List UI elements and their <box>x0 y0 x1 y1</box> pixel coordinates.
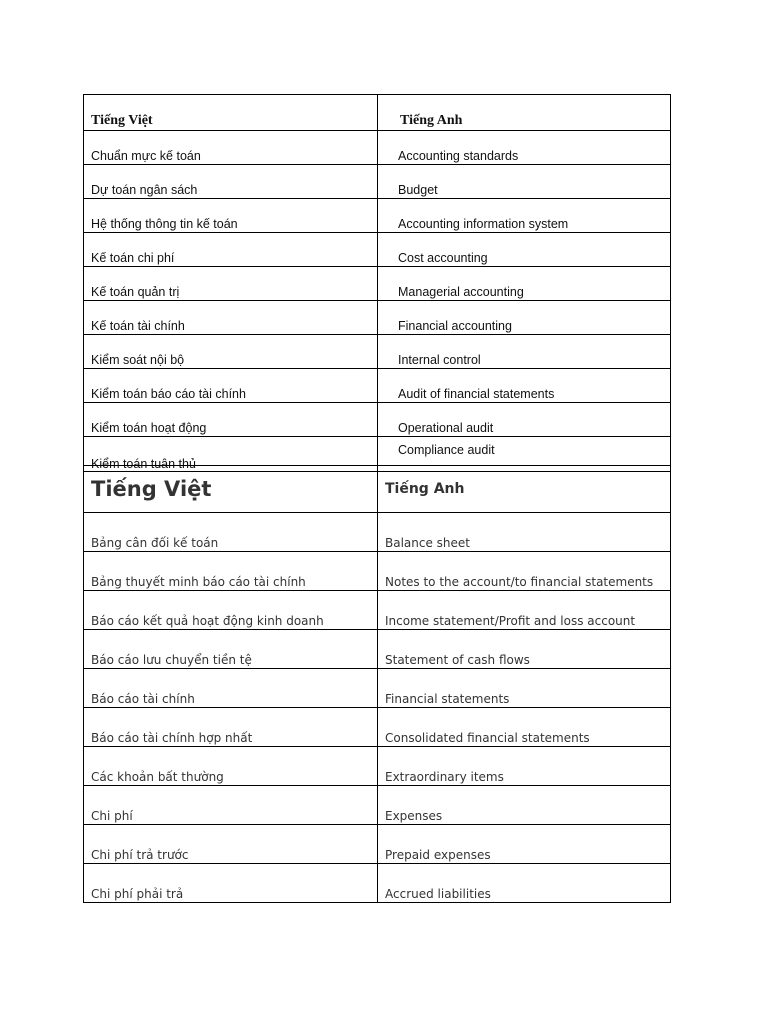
term-vietnamese: Kế toán chi phí <box>91 251 175 265</box>
term-vietnamese: Báo cáo tài chính hợp nhất <box>84 708 378 747</box>
term-vietnamese: Kiểm soát nội bộ <box>91 353 185 367</box>
term-vietnamese: Báo cáo lưu chuyển tiền tệ <box>84 630 378 669</box>
table-row <box>84 825 671 864</box>
table-row <box>84 669 671 708</box>
term-english: Accounting standards <box>398 149 519 163</box>
glossary-table-2 <box>83 465 671 903</box>
table-row <box>84 403 671 437</box>
table-row <box>84 233 671 267</box>
term-english: Prepaid expenses <box>378 825 671 864</box>
table-row <box>84 786 671 825</box>
table-header-row <box>84 95 671 131</box>
term-vietnamese: Dự toán ngân sách <box>91 183 198 197</box>
table-row <box>84 267 671 301</box>
term-english: Consolidated financial statements <box>378 708 671 747</box>
table-row <box>84 630 671 669</box>
table-row <box>84 708 671 747</box>
term-vietnamese: Chi phí trả trước <box>84 825 378 864</box>
table-row <box>84 591 671 630</box>
term-english: Accounting information system <box>398 217 569 231</box>
header-vietnamese: Tiếng Việt <box>84 95 378 131</box>
term-vietnamese: Kiểm toán báo cáo tài chính <box>91 387 246 401</box>
term-english: Expenses <box>378 786 671 825</box>
term-english: Statement of cash flows <box>378 630 671 669</box>
table-row <box>84 165 671 199</box>
header-vietnamese: Tiếng Việt <box>84 466 378 513</box>
term-english: Notes to the account/to financial statements <box>378 552 671 591</box>
table-row <box>84 335 671 369</box>
term-vietnamese: Kế toán tài chính <box>91 319 185 333</box>
term-vietnamese: Kiểm toán tuân thủ <box>91 457 196 471</box>
term-english: Budget <box>398 183 438 197</box>
header-english: Tiếng Anh <box>378 95 671 131</box>
term-english: Accrued liabilities <box>378 864 671 903</box>
term-vietnamese: Các khoản bất thường <box>84 747 378 786</box>
term-vietnamese: Báo cáo kết quả hoạt động kinh doanh <box>84 591 378 630</box>
term-english: Cost accounting <box>398 251 488 265</box>
term-english: Audit of financial statements <box>398 387 555 401</box>
term-english: Balance sheet <box>378 513 671 552</box>
term-vietnamese: Hệ thống thông tin kế toán <box>91 217 238 231</box>
term-vietnamese: Chi phí <box>84 786 378 825</box>
term-vietnamese: Bảng cân đối kế toán <box>84 513 378 552</box>
table-row <box>84 552 671 591</box>
term-vietnamese: Kế toán quản trị <box>91 285 180 299</box>
table-row <box>84 513 671 552</box>
header-english: Tiếng Anh <box>378 466 671 513</box>
term-english: Extraordinary items <box>378 747 671 786</box>
table-row <box>84 864 671 903</box>
term-vietnamese: Chi phí phải trả <box>84 864 378 903</box>
table-header-row <box>84 466 671 513</box>
term-english: Income statement/Profit and loss account <box>378 591 671 630</box>
table-row <box>84 301 671 335</box>
term-vietnamese: Kiểm toán hoạt động <box>91 421 207 435</box>
term-english: Internal control <box>398 353 481 367</box>
term-vietnamese: Chuẩn mực kế toán <box>91 149 201 163</box>
term-english: Compliance audit <box>398 443 495 457</box>
term-english: Managerial accounting <box>398 285 524 299</box>
table-row <box>84 199 671 233</box>
table-row <box>84 747 671 786</box>
term-english: Operational audit <box>398 421 494 435</box>
term-english: Financial accounting <box>398 319 512 333</box>
table-row <box>84 131 671 165</box>
term-english: Financial statements <box>378 669 671 708</box>
glossary-table-1 <box>83 94 671 472</box>
term-vietnamese: Bảng thuyết minh báo cáo tài chính <box>84 552 378 591</box>
table-row <box>84 369 671 403</box>
term-vietnamese: Báo cáo tài chính <box>84 669 378 708</box>
